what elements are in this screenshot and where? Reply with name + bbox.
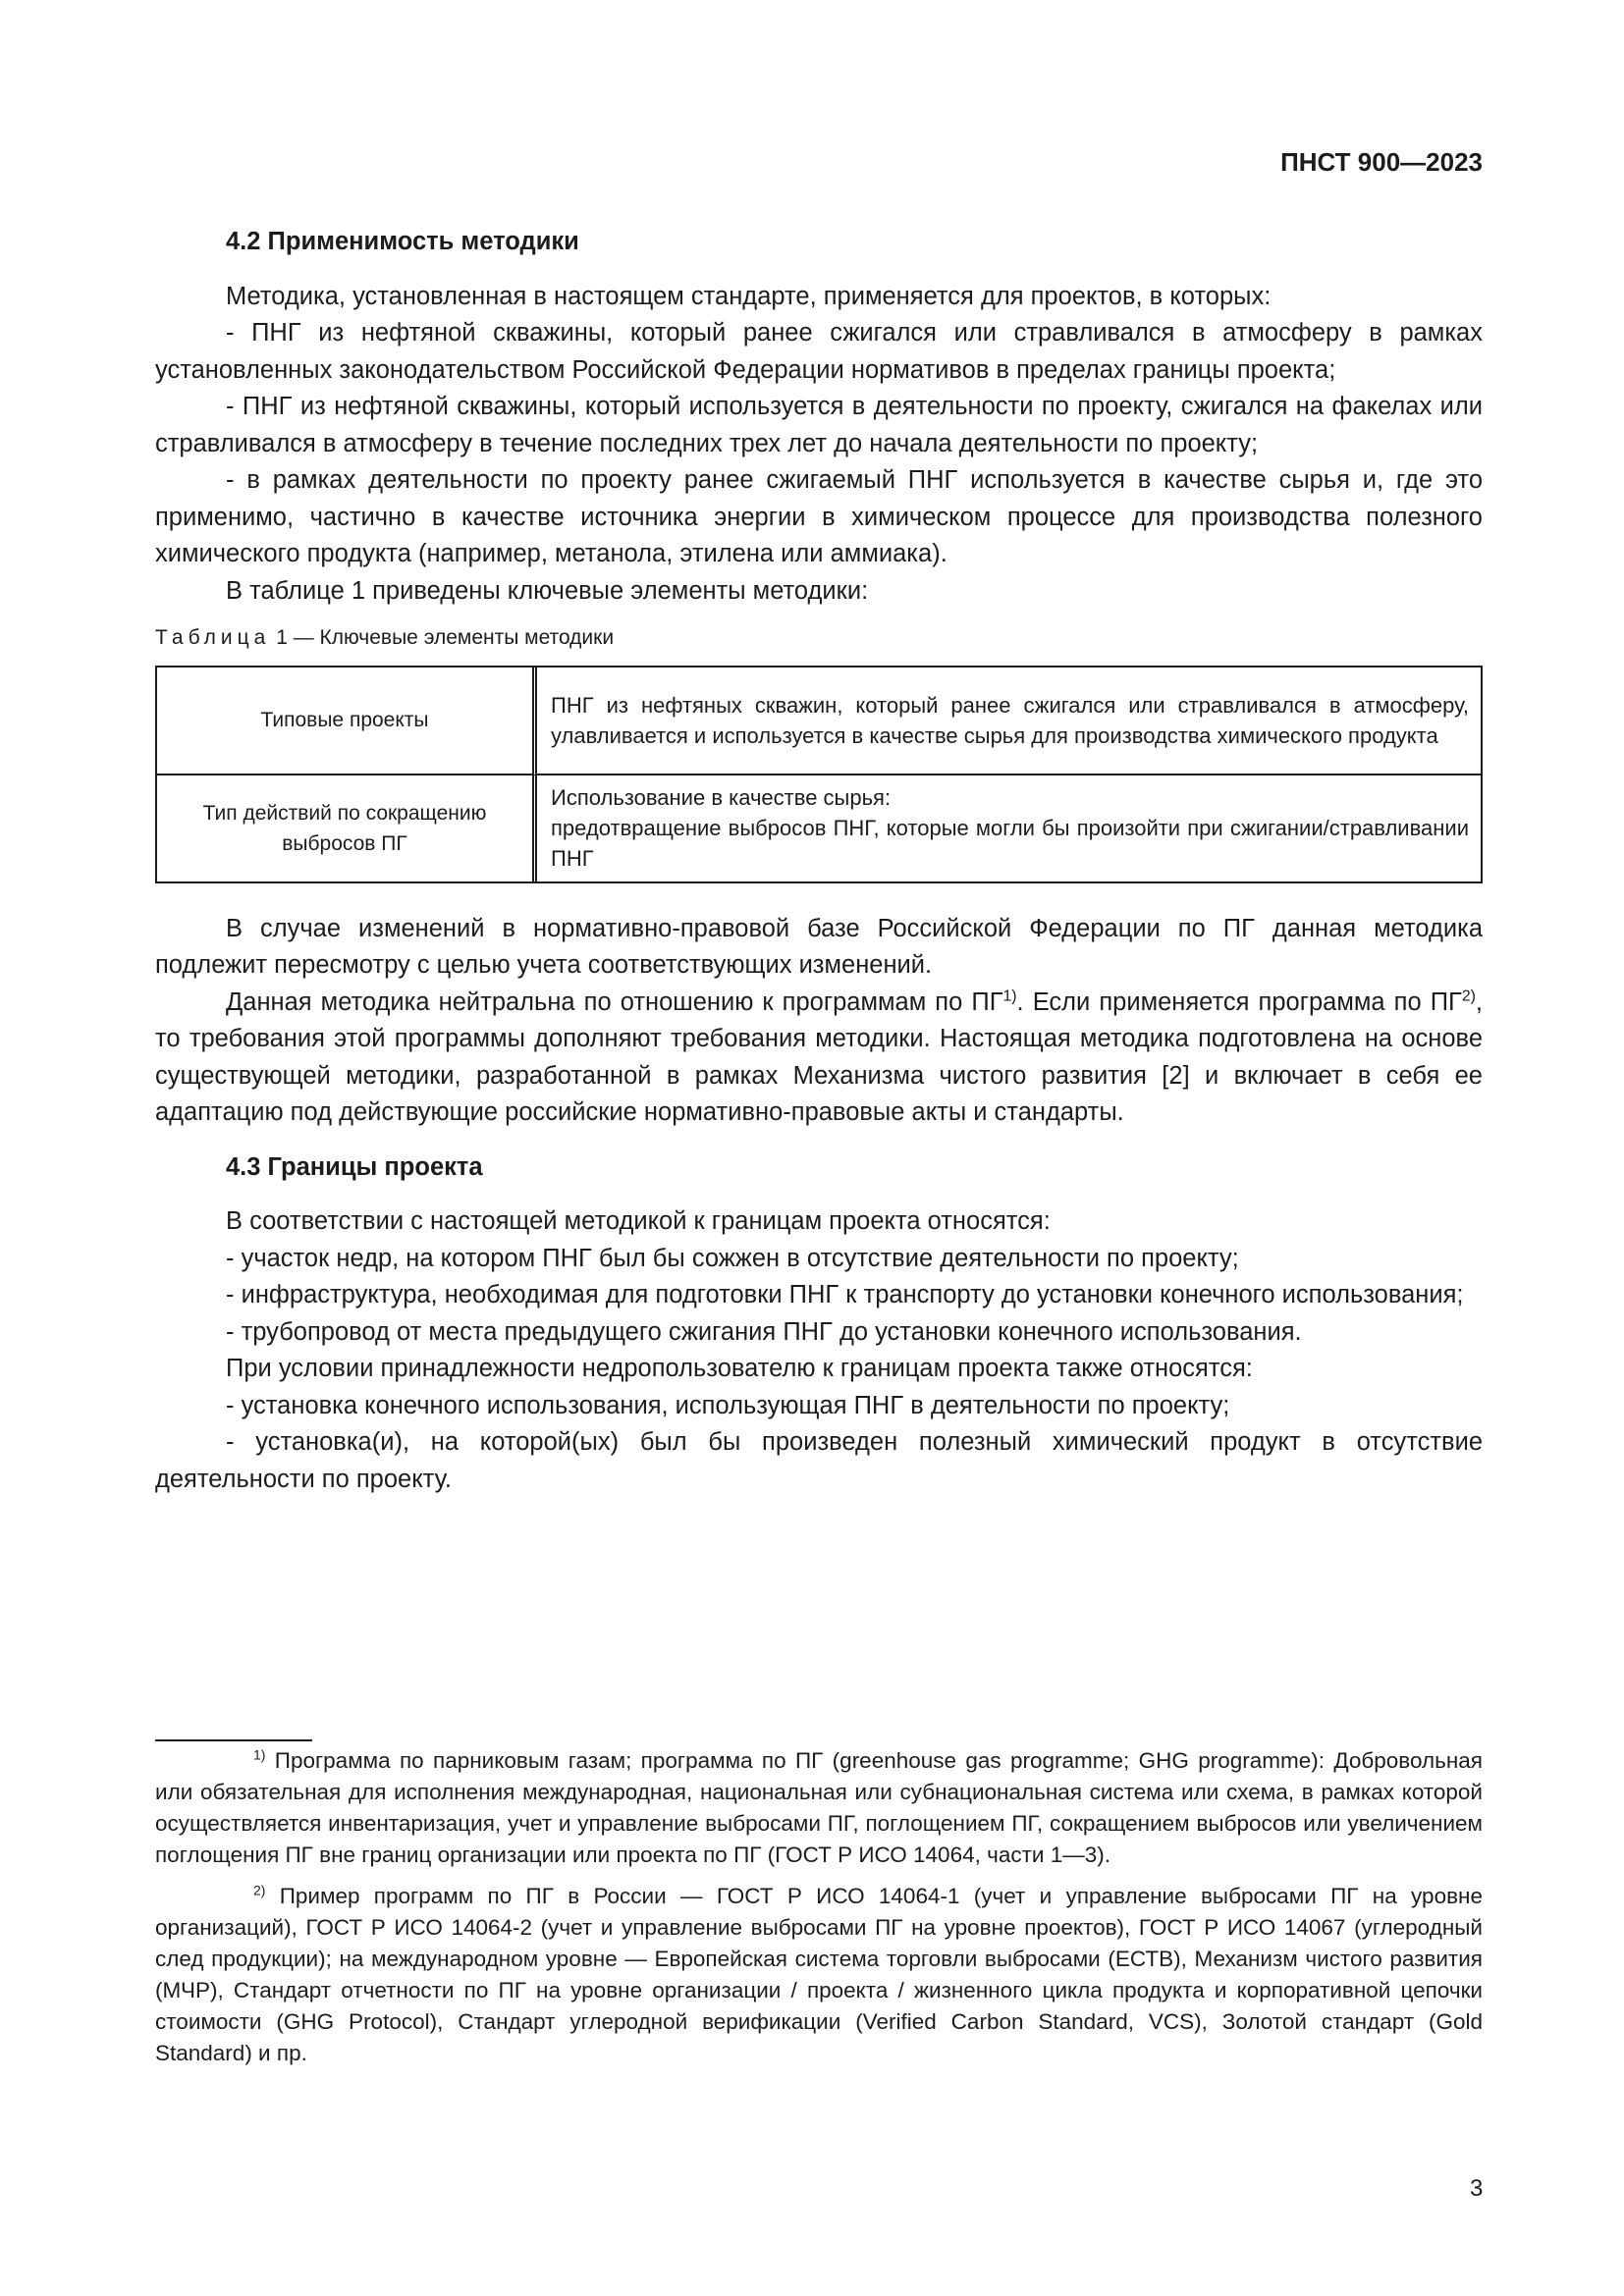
footnote bbox=[155, 1881, 1483, 2069]
list-item: - ПНГ из нефтяной скважины, который используется в деятельности по проекту, сжигался на факелах или стравливался в атмосферу в течение последних трех лет до начала деятельности по проекту; bbox=[155, 393, 1483, 457]
list-item: - установка(и), на которой(ых) был бы произведен полезный химический продукт в отсутствие деятельности по проекту. bbox=[155, 1428, 1483, 1493]
table-cell-name: Тип действий по сокращению выбросов ПГ bbox=[157, 775, 537, 881]
table-caption bbox=[155, 619, 1483, 657]
paragraph bbox=[155, 985, 1483, 1132]
footnote-text: Пример программ по ПГ в России — ГОСТ Р ИСО 14064-1 (учет и управление выбросами ПГ на уровне организаций), ГОСТ Р ИСО 14064-2 (учет и управление выбросами ПГ на уровне проектов), ГОСТ Р ИСО 14067 (углеродный след продукции); на международном уровне — Европейская система торговли выбросами (ЕСТВ), Механизм чистого развития (МЧР), Стандарт отчетности по ПГ на уровне организации / проекта / жизненного цикла продукта и корпоративной цепочки стоимости (GHG Protocol), Стандарт углеродной верификации (Verified Carbon Standard, VCS), Золотой стандарт (Gold Standard) и пр. bbox=[155, 1884, 1483, 2065]
paragraph: В случае изменений в нормативно-правовой базе Российской Федерации по ПГ данная методика подлежит пересмотру с целью учета соответствующих изменений. bbox=[155, 914, 1483, 979]
paragraph-text: , то требования этой программы дополняют требования методики. Настоящая методика подготовлена на основе существующей методики, разработанной в рамках Механизма чистого развития [2] и включает в себя ее адаптацию под действующие российские нормативно-правовые акты и стандарты. bbox=[155, 988, 1483, 1126]
table-cell-line: ПНГ из нефтяных скважин, который ранее сжигался или стравливался в атмосферу, улавливается и используется в качестве сырья для производства химического продукта bbox=[551, 692, 1469, 748]
footnotes bbox=[155, 1745, 1483, 2079]
section-heading-4-3: 4.3 Границы проекта bbox=[226, 1152, 483, 1181]
footnote bbox=[155, 1745, 1483, 1871]
list-item: - установка конечного использования, использующая ПНГ в деятельности по проекту; bbox=[226, 1391, 1230, 1419]
footnote-ref-2[interactable]: 2) bbox=[1461, 988, 1476, 1005]
table-caption-text: 1 — Ключевые элементы методики bbox=[276, 626, 615, 649]
table-cell-name: Типовые проекты bbox=[157, 667, 537, 775]
paragraph: При условии принадлежности недропользователю к границам проекта также относятся: bbox=[226, 1355, 1253, 1382]
list-item: - инфраструктура, необходимая для подготовки ПНГ к транспорту до установки конечного использования; bbox=[226, 1281, 1464, 1308]
list-item: - ПНГ из нефтяной скважины, который ранее сжигался или стравливался в атмосферу в рамках установленных законодательством Российской Федерации нормативов в пределах границы проекта; bbox=[155, 319, 1483, 384]
footnote-mark: 2) bbox=[253, 1882, 266, 1898]
standard-code: ПНСТ 900—2023 bbox=[1280, 147, 1483, 177]
page-number: 3 bbox=[1470, 2175, 1484, 2202]
table-cell-line: Использование в качестве сырья: bbox=[551, 785, 892, 810]
footnote-ref-1[interactable]: 1) bbox=[1002, 988, 1017, 1005]
table-cell-value bbox=[537, 775, 1481, 881]
table-cell-value bbox=[537, 667, 1481, 775]
footnote-divider bbox=[155, 1739, 312, 1741]
table-cell-line: предотвращение выбросов ПНГ, которые могли бы произойти при сжигании/стравливании ПНГ bbox=[551, 816, 1469, 871]
paragraph-text: . Если применяется программа по ПГ bbox=[1016, 988, 1462, 1016]
paragraph-text: Данная методика нейтральна по отношению к программам по ПГ bbox=[226, 988, 1003, 1016]
section-heading-4-2: 4.2 Применимость методики bbox=[226, 228, 579, 255]
table-row bbox=[157, 667, 1481, 775]
paragraph: В соответствии с настоящей методикой к границам проекта относятся: bbox=[226, 1207, 1051, 1235]
list-item: - участок недр, на котором ПНГ был бы сожжен в отсутствие деятельности по проекту; bbox=[226, 1244, 1239, 1272]
key-elements-table bbox=[155, 666, 1483, 883]
footnote-text: Программа по парниковым газам; программа по ПГ (greenhouse gas programme; GHG programme): Добровольная или обязательная для исполнения международная, национальная или субнациональная система или схема, в рамках которой осуществляется инвентаризация, учет и управление выбросами ПГ, поглощением ПГ, сокращением выбросов или увеличением поглощения ПГ вне границ организации или проекта по ПГ (ГОСТ Р ИСО 14064, части 1—3). bbox=[155, 1748, 1483, 1867]
list-item: - в рамках деятельности по проекту ранее сжигаемый ПНГ используется в качестве сырья и, где это применимо, частично в качестве источника энергии в химическом процессе для производства полезного химического продукта (например, метанола, этилена или аммиака). bbox=[155, 466, 1483, 567]
page-body bbox=[155, 224, 1483, 1498]
table-caption-label: Таблица bbox=[155, 626, 271, 649]
list-item: - трубопровод от места предыдущего сжигания ПНГ до установки конечного использования. bbox=[226, 1317, 1302, 1346]
footnote-mark: 1) bbox=[253, 1746, 266, 1763]
paragraph: Методика, установленная в настоящем стандарте, применяется для проектов, в которых: bbox=[226, 282, 1272, 310]
paragraph: В таблице 1 приведены ключевые элементы методики: bbox=[226, 576, 869, 605]
table-row bbox=[157, 775, 1481, 881]
